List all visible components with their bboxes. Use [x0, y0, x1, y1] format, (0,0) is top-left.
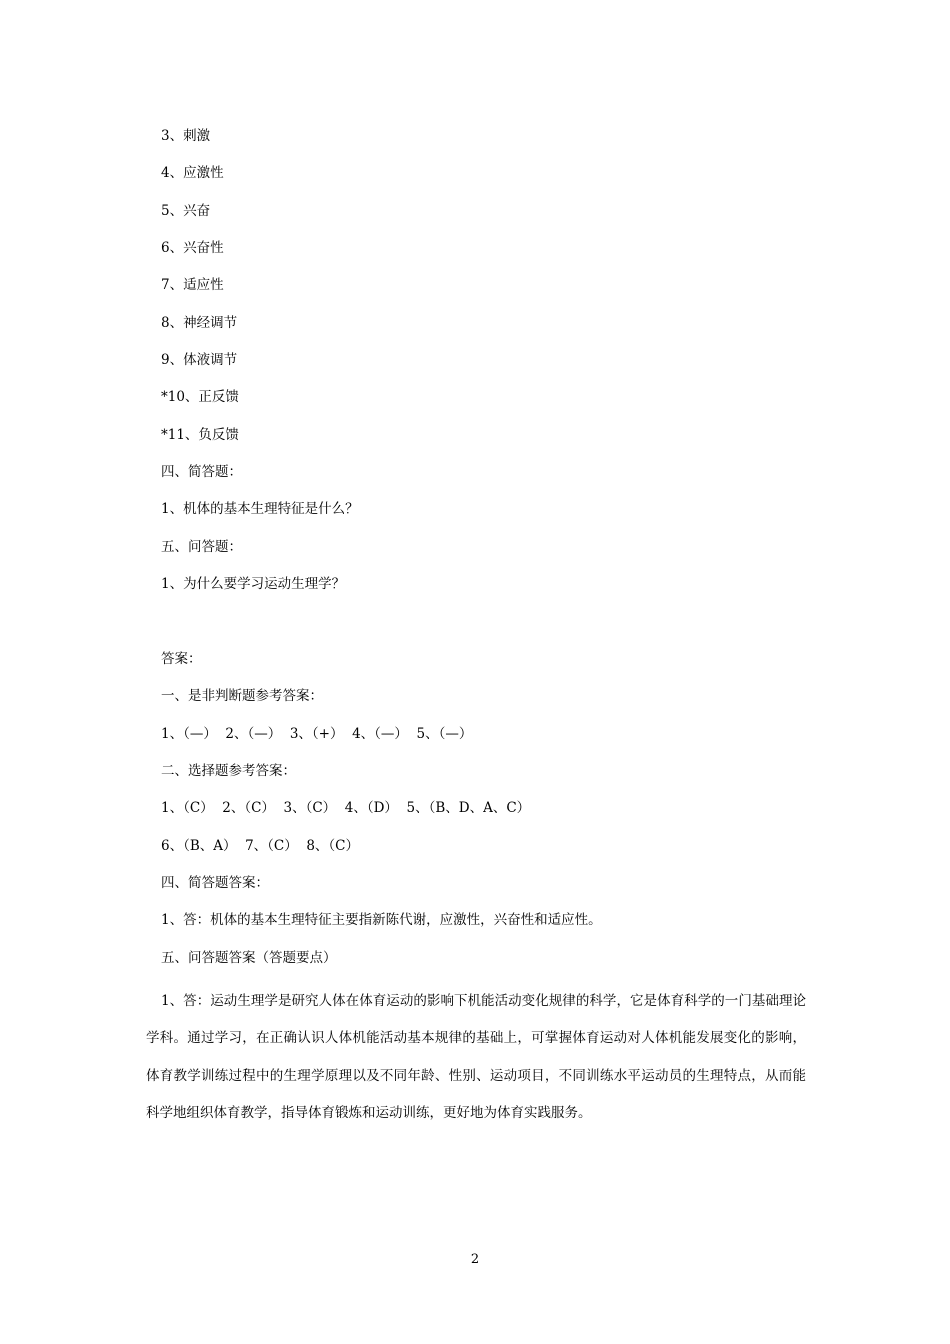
- term-7: 7、适应性: [161, 277, 224, 293]
- term-4: 4、应激性: [161, 165, 224, 181]
- term-6: 6、兴奋性: [161, 240, 224, 256]
- term-3: 3、刺激: [161, 128, 211, 144]
- term-9: 9、体液调节: [161, 352, 238, 368]
- essay-heading: 五、问答题：: [161, 539, 242, 555]
- judge-answers: 1、（—） 2、（—） 3、（+） 4、（—） 5、（—）: [161, 726, 473, 742]
- judge-answers-heading: 一、是非判断题参考答案：: [161, 688, 323, 704]
- page-number: 2: [470, 1252, 480, 1267]
- choice-answers-heading: 二、选择题参考答案：: [161, 763, 296, 779]
- term-5: 5、兴奋: [161, 203, 211, 219]
- essay-answer-key-heading: 五、问答题答案（答题要点）: [161, 950, 337, 966]
- essay-answer-key-1: 1、答：运动生理学是研究人体在体育运动的影响下机能活动变化规律的科学，它是体育科学的一门基础理论学科。通过学习，在正确认识人体机能活动基本规律的基础上，可掌握体育运动对人体机能发展变化的影响，体育教学训练过程中的生理学原理以及不同年龄、性别、运动项目，不同训练水平运动员的生理特点，从而能科学地组织体育教学，指导体育锻炼和运动训练，更好地为体育实践服务。: [146, 993, 806, 1121]
- choice-answers-row-2: 6、（B、A） 7、（C） 8、（C）: [161, 838, 360, 854]
- term-8: 8、神经调节: [161, 315, 238, 331]
- term-11: *11、负反馈: [161, 427, 239, 443]
- short-answer-key-1: 1、答：机体的基本生理特征主要指新陈代谢，应激性，兴奋性和适应性。: [161, 912, 602, 928]
- answers-title: 答案：: [161, 651, 202, 667]
- choice-answers-row-1: 1、（C） 2、（C） 3、（C） 4、（D） 5、（B、D、A、C）: [161, 800, 531, 816]
- short-answer-key-heading: 四、简答题答案：: [161, 875, 269, 891]
- short-answer-heading: 四、简答题：: [161, 464, 242, 480]
- short-answer-question-1: 1、机体的基本生理特征是什么？: [161, 501, 359, 517]
- term-10: *10、正反馈: [161, 389, 239, 405]
- essay-question-1: 1、为什么要学习运动生理学？: [161, 576, 346, 592]
